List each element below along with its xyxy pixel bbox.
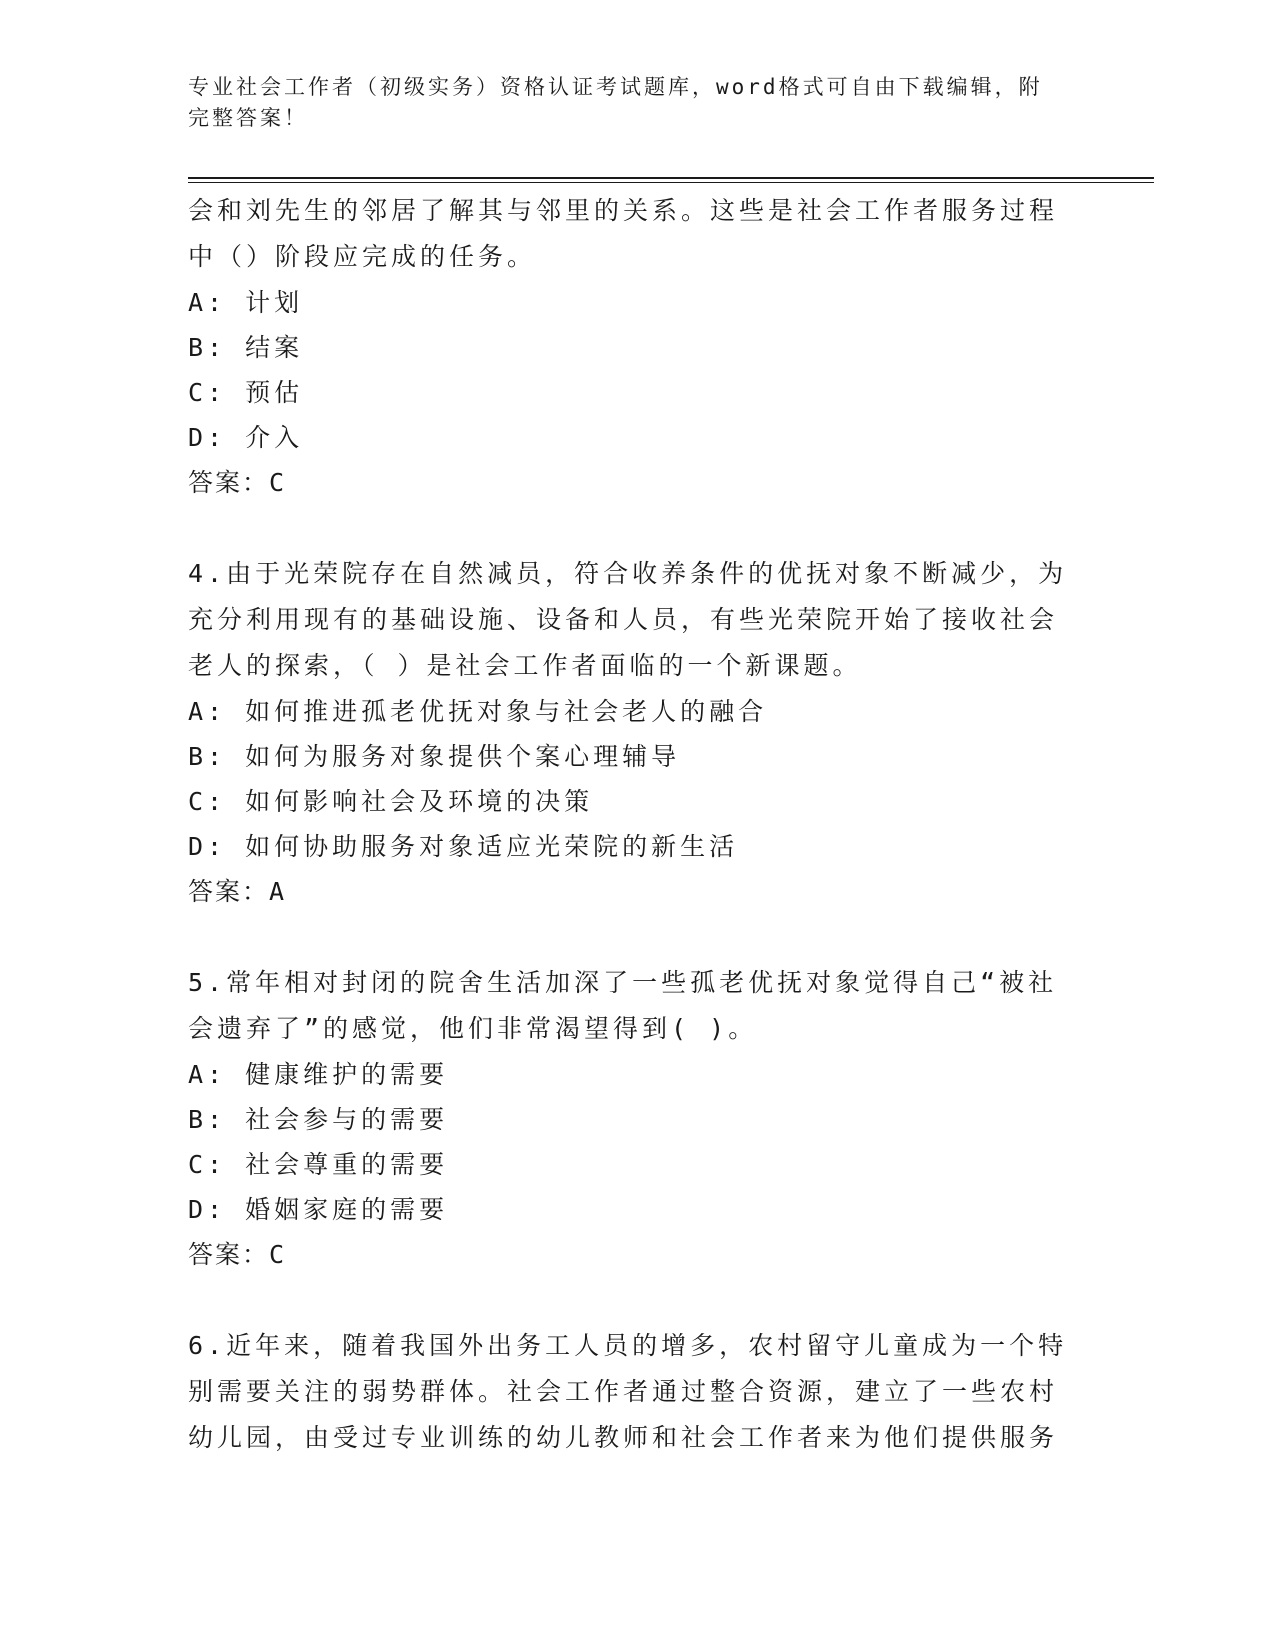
question-stem-line: 5.常年相对封闭的院舍生活加深了一些孤老优抚对象觉得自己“被社 xyxy=(188,968,1058,997)
header-divider-thick xyxy=(188,177,1154,179)
question-stem-line: 充分利用现有的基础设施、设备和人员，有些光荣院开始了接收社会 xyxy=(188,605,1059,634)
question-stem-line: 会遗弃了”的感觉，他们非常渴望得到( )。 xyxy=(188,1014,758,1043)
document-body xyxy=(188,188,1068,1461)
question-3 xyxy=(188,188,1068,506)
question-4 xyxy=(188,551,1068,915)
answer-line: 答案：A xyxy=(188,877,287,906)
question-stem-line: 6.近年来，随着我国外出务工人员的增多，农村留守儿童成为一个特 xyxy=(188,1331,1068,1360)
question-stem-line: 会和刘先生的邻居了解其与邻里的关系。这些是社会工作者服务过程 xyxy=(188,196,1059,225)
document-header xyxy=(188,72,1068,134)
option-c: C: 如何影响社会及环境的决策 xyxy=(188,787,594,816)
question-stem-line: 别需要关注的弱势群体。社会工作者通过整合资源，建立了一些农村 xyxy=(188,1377,1059,1406)
header-line-2: 完整答案！ xyxy=(188,106,308,130)
option-b: B: 如何为服务对象提供个案心理辅导 xyxy=(188,742,681,771)
spacer xyxy=(188,506,1068,551)
option-d: D: 如何协助服务对象适应光荣院的新生活 xyxy=(188,832,739,861)
option-b: B: 社会参与的需要 xyxy=(188,1105,449,1134)
option-d: D: 介入 xyxy=(188,423,304,452)
question-stem-line: 幼儿园，由受过专业训练的幼儿教师和社会工作者来为他们提供服务 xyxy=(188,1423,1059,1452)
question-stem-line: 4.由于光荣院存在自然减员，符合收养条件的优抚对象不断减少，为 xyxy=(188,559,1068,588)
header-line-1: 专业社会工作者（初级实务）资格认证考试题库，word格式可自由下载编辑，附 xyxy=(188,75,1043,99)
option-d: D: 婚姻家庭的需要 xyxy=(188,1195,449,1224)
question-stem-line: 中（）阶段应完成的任务。 xyxy=(188,242,537,271)
option-c: C: 预估 xyxy=(188,378,304,407)
header-divider-thin xyxy=(188,182,1154,183)
option-a: A: 计划 xyxy=(188,288,304,317)
option-a: A: 健康维护的需要 xyxy=(188,1060,449,1089)
option-b: B: 结案 xyxy=(188,333,304,362)
option-a: A: 如何推进孤老优抚对象与社会老人的融合 xyxy=(188,697,768,726)
question-stem-line: 老人的探索，（ ）是社会工作者面临的一个新课题。 xyxy=(188,651,862,680)
spacer xyxy=(188,1278,1068,1323)
question-6 xyxy=(188,1323,1068,1461)
answer-line: 答案：C xyxy=(188,1240,287,1269)
option-c: C: 社会尊重的需要 xyxy=(188,1150,449,1179)
question-5 xyxy=(188,960,1068,1278)
answer-line: 答案：C xyxy=(188,468,287,497)
spacer xyxy=(188,915,1068,960)
